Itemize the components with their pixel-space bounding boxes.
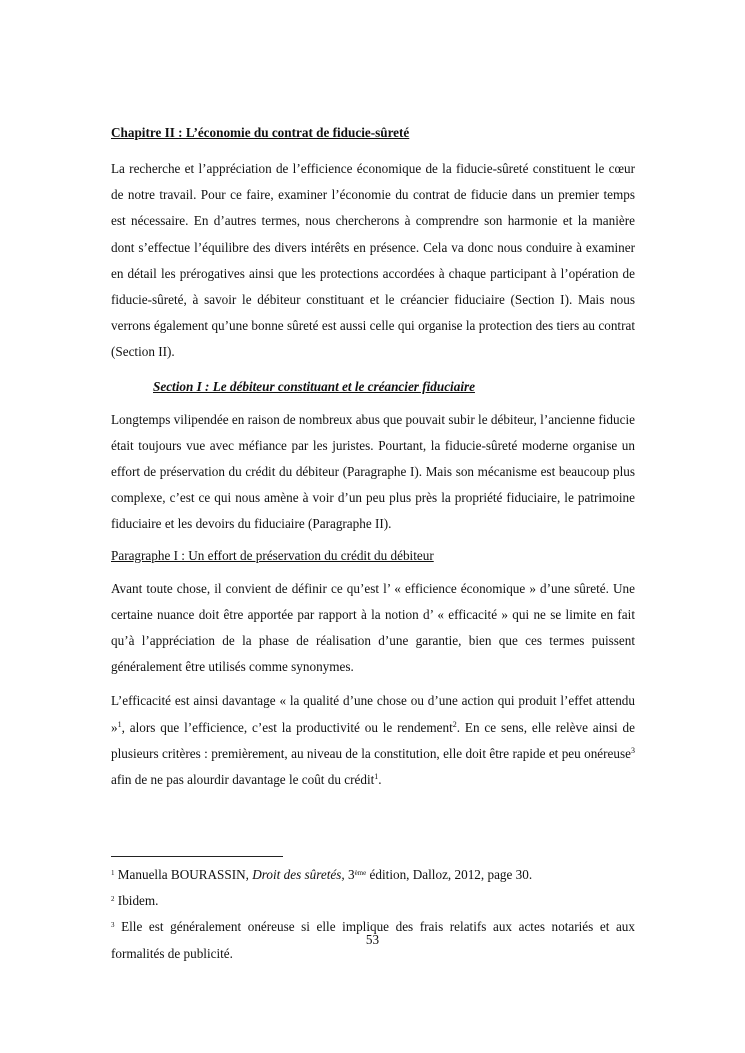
paragraph-2-text-3: . En ce sens, elle relève ainsi de plusieurs critères : premièrement, au niveau de la constitution, elle doit être rapide et peu onéreuse [111, 719, 635, 761]
footnote-text: Elle est généralement onéreuse si elle implique des frais relatifs aux actes notariés et aux formalités de publicité. [111, 919, 635, 961]
chapter-title: Chapitre II : L’économie du contrat de fiducie-sûreté [111, 125, 410, 140]
footnotes [111, 862, 635, 967]
footnote-text: édition, Dalloz, 2012, page 30. [366, 867, 533, 882]
footnote-number: 2 [111, 895, 115, 904]
paragraph-title: Paragraphe I : Un effort de préservation du crédit du débiteur [111, 547, 434, 563]
footnote-ordinal: ème [354, 869, 367, 877]
paragraph-2-text-4: afin de ne pas alourdir davantage le coût du crédit [111, 772, 375, 788]
footnote-text: Manuella BOURASSIN, [117, 867, 253, 882]
footnote-number: 3 [111, 921, 115, 930]
footnote-ref-4: 1 [374, 772, 379, 782]
intro-paragraph: La recherche et l’appréciation de l’efficience économique de la fiducie-sûreté constituent le cœur de notre travail. Pour ce faire, examiner l’économie du contrat de fiducie dans un premier temps est nécessaire. En d’autres termes, nous chercherons à comprendre son harmonie et la manière dont s’effectue l’équilibre des divers intérêts en présence. Cela va donc nous conduire à examiner en détail les prérogatives ainsi que les protections accordées à chaque participant à l’opération de fiducie-sûreté, à savoir le débiteur constituant et le créancier fiduciaire (Section I). Mais nous verrons également qu’une bonne sûreté est aussi celle qui organise la protection des tiers au contrat (Section II). [111, 161, 635, 360]
footnote-number: 1 [111, 869, 115, 877]
page-body [111, 124, 635, 793]
paragraph-2-text-2: , alors que l’efficience, c’est la productivité ou le rendement [121, 719, 453, 735]
section-paragraph: Longtemps vilipendée en raison de nombreux abus que pouvait subir le débiteur, l’ancienne fiducie était toujours vue avec méfiance par les juristes. Pourtant, la fiducie-sûreté moderne organise un effort de préservation du crédit du débiteur (Paragraphe I). Mais son mécanisme est beaucoup plus complexe, c’est ce qui nous amène à voir d’un peu plus près la propriété fiduciaire, le patrimoine fiduciaire et les devoirs du fiduciaire (Paragraphe II). [111, 411, 635, 532]
footnote-text: 3 [344, 867, 355, 882]
footnote-separator [111, 856, 283, 857]
paragraph-2 [111, 688, 635, 793]
page-number: 53 [365, 932, 380, 947]
footnote-1 [111, 862, 635, 888]
footnote-book-title: Droit des sûretés, [252, 867, 345, 882]
footnote-ref-1: 1 [117, 719, 122, 729]
footnote-text: Ibidem. [117, 893, 159, 909]
paragraph-2-text-5: . [378, 772, 382, 788]
footnote-2 [111, 888, 635, 914]
paragraph-1: Avant toute chose, il convient de définir ce qu’est l’ « efficience économique » d’une sûreté. Une certaine nuance doit être apportée par rapport à la notion d’ « efficacité » qui ne se limite en fait qu’à l’appréciation de la phase de réalisation d’une garantie, bien que ces termes puissent généralement être utilisés comme synonymes. [111, 580, 635, 675]
footnote-ref-2: 2 [452, 719, 457, 729]
paragraph-2-text-1: L’efficacité est ainsi davantage « la qualité d’une chose ou d’une action qui produit l’effet attendu » [111, 693, 635, 735]
footnote-ref-3: 3 [631, 745, 635, 755]
section-title: Section I : Le débiteur constituant et le créancier fiduciaire [153, 378, 475, 394]
